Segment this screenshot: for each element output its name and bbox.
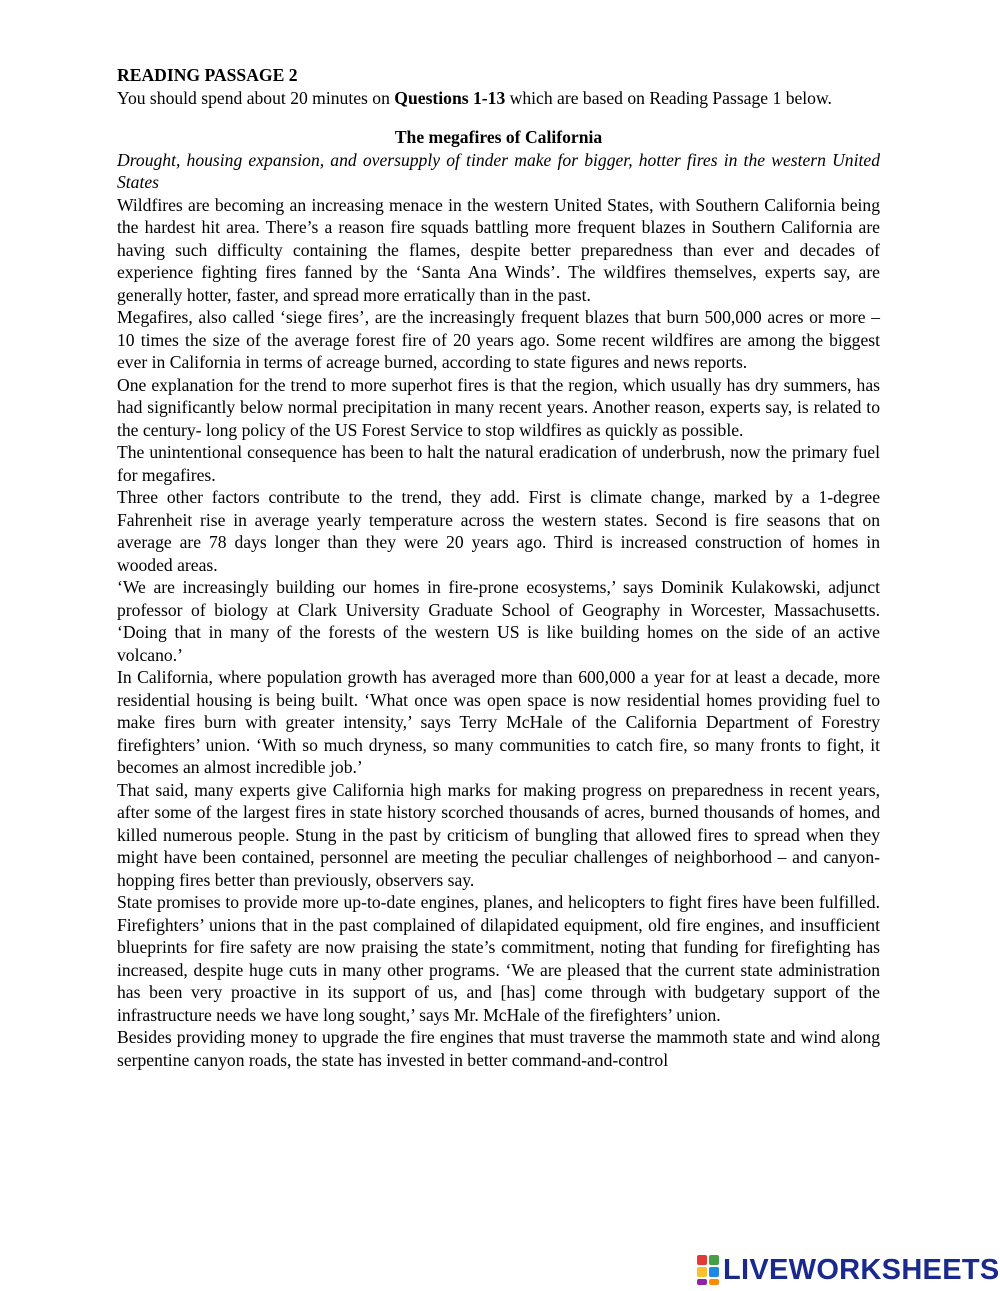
logo-square-6 bbox=[709, 1279, 719, 1285]
paragraph-8: That said, many experts give California high marks for making progress on preparedness in recent years, after some of the largest fires in state history scorched thousands of acres, burned thousands of homes, and killed numerous people. Stung in the past by criticism of bungling that allowed fires to spread when they might have been contained, personnel are meeting the peculiar challenges of neighborhood – and canyon- hopping fires better than previously, observers say. bbox=[117, 779, 880, 890]
paragraph-1: Wildfires are becoming an increasing menace in the western United States, with Southern California being the hardest hit area. There’s a reason fire squads battling more frequent blazes in Southern California are having such difficulty containing the flames, despite better preparedness than ever and decades of experience fighting fires fanned by the ‘Santa Ana Winds’. The wildfires themselves, experts say, are generally hotter, faster, and spread more erratically than in the past. bbox=[117, 194, 880, 305]
passage-subtitle: Drought, housing expansion, and oversupply of tinder make for bigger, hotter fires in the western United States bbox=[117, 149, 880, 192]
paragraph-4: The unintentional consequence has been to halt the natural eradication of underbrush, now the primary fuel for megafires. bbox=[117, 442, 880, 485]
paragraph-10: Besides providing money to upgrade the fire engines that must traverse the mammoth state and wind along serpentine canyon roads, the state has invested in better command-and-control bbox=[117, 1027, 880, 1070]
section-heading: READING PASSAGE 2 bbox=[117, 65, 298, 85]
logo-square-5 bbox=[697, 1279, 707, 1285]
instruction-before: You should spend about 20 minutes on bbox=[117, 87, 395, 108]
paragraph-2: Megafires, also called ‘siege fires’, are the increasingly frequent blazes that burn 500,000 acres or more – 10 times the size of the average forest fire of 20 years ago. Some recent wildfires are among the biggest ever in California in terms of acreage burned, according to state figures and news reports. bbox=[117, 307, 880, 372]
liveworksheets-logo-icon bbox=[697, 1255, 719, 1285]
liveworksheets-logo[interactable] bbox=[697, 1253, 1000, 1287]
instruction-questions: Questions 1-13 bbox=[394, 87, 506, 108]
logo-square-3 bbox=[697, 1267, 707, 1277]
paragraph-5: Three other factors contribute to the trend, they add. First is climate change, marked by a 1-degree Fahrenheit rise in average yearly temperature across the western states. Second is fire seasons that on average are 78 days longer than they were 20 years ago. Third is increased construction of homes in wooded areas. bbox=[117, 487, 880, 575]
paragraph-6: ‘We are increasingly building our homes in fire-prone ecosystems,’ says Dominik Kulakowski, adjunct professor of biology at Clark University Graduate School of Geography in Worcester, Massachusetts. ‘Doing that in many of the forests of the western US is like building homes on the side of an active volcano.’ bbox=[117, 577, 880, 665]
paragraph-7: In California, where population growth has averaged more than 600,000 a year for at least a decade, more residential housing is being built. ‘What once was open space is now residential homes providing fuel to make fires burn with greater intensity,’ says Terry McHale of the California Department of Forestry firefighters’ union. ‘With so much dryness, so many communities to catch fire, so many fronts to fight, it becomes an almost incredible job.’ bbox=[117, 667, 880, 777]
logo-square-2 bbox=[709, 1255, 719, 1265]
reading-passage bbox=[117, 64, 880, 1071]
logo-square-4 bbox=[709, 1267, 719, 1277]
logo-square-1 bbox=[697, 1255, 707, 1265]
paragraph-3: One explanation for the trend to more superhot fires is that the region, which usually has dry summers, has had significantly below normal precipitation in many recent years. Another reason, experts say, is related to the century- long policy of the US Forest Service to stop wildfires as quickly as possible. bbox=[117, 374, 880, 440]
instruction-after: which are based on Reading Passage 1 below. bbox=[505, 87, 832, 108]
passage-title: The megafires of California bbox=[394, 127, 603, 147]
instruction-text bbox=[117, 87, 880, 110]
paragraph-9: State promises to provide more up-to-date engines, planes, and helicopters to fight fires have been fulfilled. Firefighters’ unions that in the past complained of dilapidated equipment, old fire engines, and insufficient blueprints for fire safety are now praising the state’s commitment, noting that funding for firefighting has increased, despite huge cuts in many other programs. ‘We are pleased that the current state administration has been very proactive in its support of us, and [has] come through with budgetary support of the infrastructure needs we have long sought,’ says Mr. McHale of the firefighters’ union. bbox=[117, 892, 880, 1025]
logo-text: LIVEWORKSHEETS bbox=[723, 1253, 1000, 1286]
